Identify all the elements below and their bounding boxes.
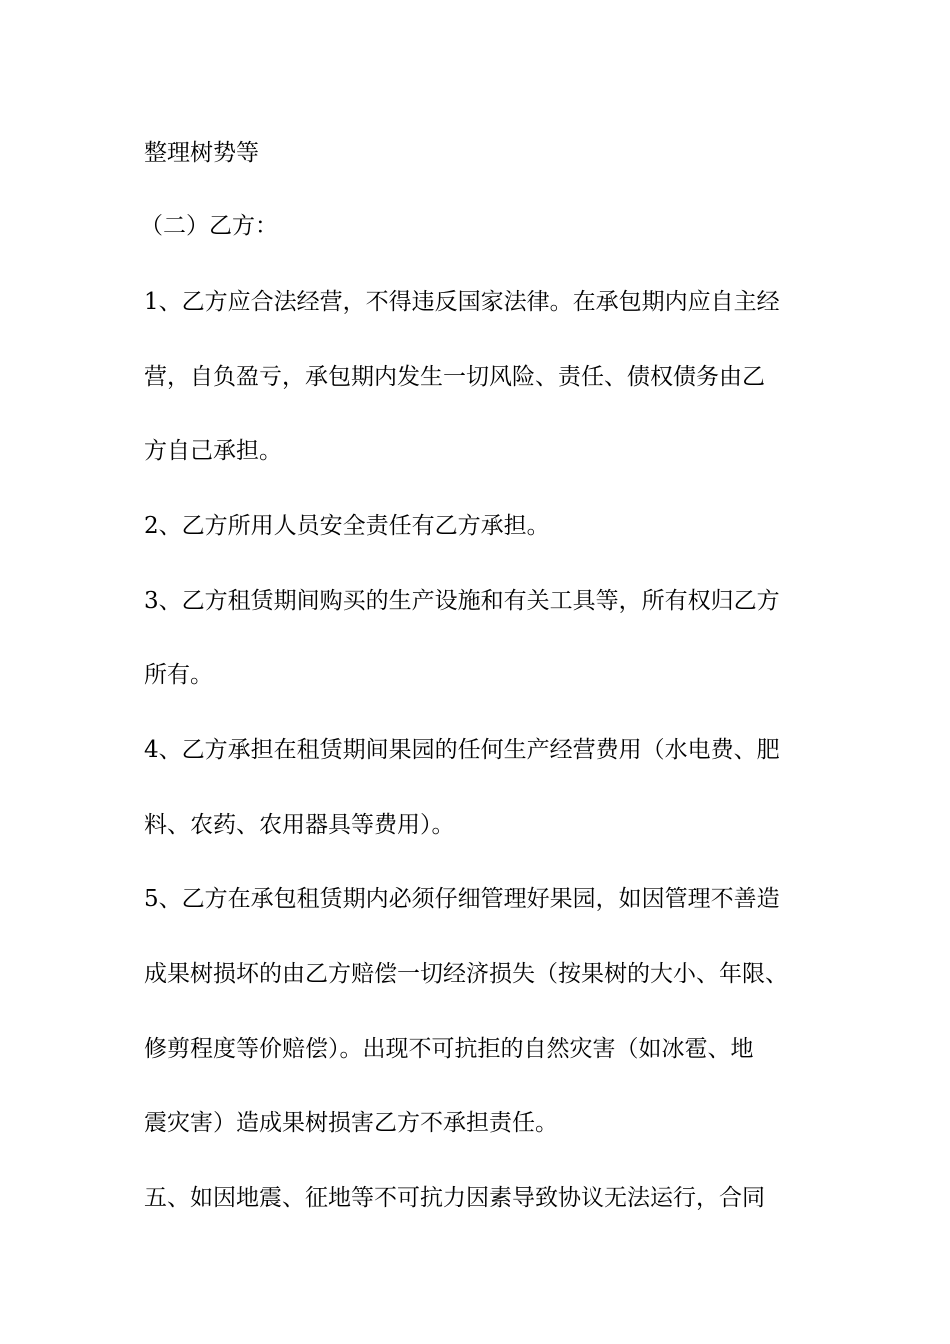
text-line: 2、乙方所用人员安全责任有乙方承担。 xyxy=(144,513,550,539)
text-line: 所有。 xyxy=(144,662,213,688)
text-line: 修剪程度等价赔偿）。出现不可抗拒的自然灾害（如冰雹、地 xyxy=(144,1036,754,1062)
text-line: 料、农药、农用器具等费用）。 xyxy=(144,812,455,838)
text-line: （二）乙方： xyxy=(140,213,278,239)
text-line: 震灾害）造成果树损害乙方不承担责任。 xyxy=(144,1110,558,1136)
text-line: 3、乙方租赁期间购买的生产设施和有关工具等，所有权归乙方 xyxy=(144,588,780,614)
text-line: 营，自负盈亏，承包期内发生一切风险、责任、债权债务由乙 xyxy=(144,364,765,390)
text-line: 成果树损坏的由乙方赔偿一切经济损失（按果树的大小、年限、 xyxy=(144,961,788,987)
text-line: 5、乙方在承包租赁期内必须仔细管理好果园，如因管理不善造 xyxy=(144,886,780,912)
text-line: 整理树势等 xyxy=(144,140,259,166)
text-line: 4、乙方承担在租赁期间果园的任何生产经营费用（水电费、肥 xyxy=(144,737,780,763)
text-line: 方自己承担。 xyxy=(144,438,282,464)
text-line: 1、乙方应合法经营，不得违反国家法律。在承包期内应自主经 xyxy=(144,289,780,315)
text-line: 五、如因地震、征地等不可抗力因素导致协议无法运行，合同 xyxy=(144,1185,765,1211)
